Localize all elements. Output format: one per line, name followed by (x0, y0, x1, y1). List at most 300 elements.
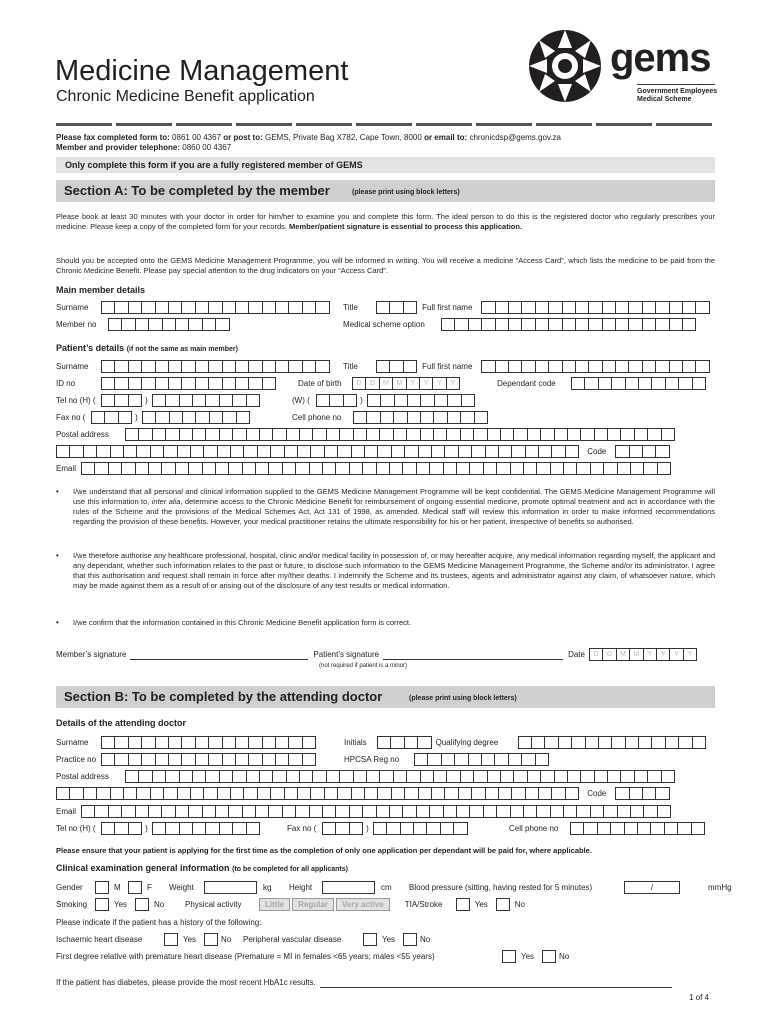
main-surname-cell[interactable] (101, 301, 115, 314)
main-first-name-cell[interactable] (695, 301, 709, 314)
doctor-postal-cell[interactable] (554, 770, 568, 783)
qualifying-degree-cell[interactable] (625, 736, 639, 749)
id-no-cell[interactable] (181, 377, 195, 390)
doctor-postal-cell[interactable] (339, 770, 353, 783)
tel-w-code-cells[interactable] (316, 394, 357, 407)
dependant-code-cells[interactable] (571, 377, 706, 390)
patient-title-cell[interactable] (376, 360, 390, 373)
doctor-email-cell[interactable] (456, 805, 470, 818)
doctor-postal-cell[interactable] (393, 770, 407, 783)
doctor-postal-cell[interactable] (444, 787, 458, 800)
ihd-yes-checkbox[interactable] (164, 933, 178, 946)
activity-little-option[interactable]: Little (259, 898, 290, 911)
email-cell[interactable] (121, 462, 135, 475)
patient-first-name-cell[interactable] (669, 360, 683, 373)
tel-w-number-cell[interactable] (407, 394, 421, 407)
doctor-postal-cell[interactable] (96, 787, 110, 800)
email-cell[interactable] (376, 462, 390, 475)
postal-address-cell[interactable] (217, 445, 231, 458)
doctor-surname-cell[interactable] (208, 736, 222, 749)
member-no-cell[interactable] (175, 318, 189, 331)
doctor-cell-cell[interactable] (610, 822, 624, 835)
doctor-email-cell[interactable] (362, 805, 376, 818)
tel-h-number-cell[interactable] (179, 394, 193, 407)
scheme-option-cell[interactable] (642, 318, 656, 331)
date-cell[interactable]: D (602, 648, 616, 661)
doctor-postal-cell[interactable] (647, 770, 661, 783)
postal-address-cell[interactable] (620, 428, 634, 441)
doctor-surname-cell[interactable] (155, 736, 169, 749)
tia-yes-checkbox[interactable] (456, 898, 470, 911)
doctor-postal-cell[interactable] (257, 787, 271, 800)
main-surname-cell[interactable] (315, 301, 329, 314)
patient-first-name-cell[interactable] (615, 360, 629, 373)
postal-address-cell[interactable] (511, 445, 525, 458)
signature-date-cells[interactable] (589, 648, 697, 661)
patient-title-cell[interactable] (389, 360, 403, 373)
qualifying-degree-cell[interactable] (585, 736, 599, 749)
email-cells[interactable] (81, 462, 671, 475)
cell-phone-cell[interactable] (407, 411, 421, 424)
postal-address-cell[interactable] (540, 428, 554, 441)
fax-number-cell[interactable] (169, 411, 183, 424)
doctor-postal-cell[interactable] (110, 787, 124, 800)
main-first-name-cell[interactable] (615, 301, 629, 314)
email-cell[interactable] (161, 462, 175, 475)
email-cell[interactable] (402, 462, 416, 475)
patient-first-name-cell[interactable] (521, 360, 535, 373)
tel-w-number-cell[interactable] (461, 394, 475, 407)
email-cell[interactable] (268, 462, 282, 475)
doctor-tel-number-cell[interactable] (246, 822, 260, 835)
postal-address-cell[interactable] (538, 445, 552, 458)
date-cell[interactable]: D (352, 377, 366, 390)
postal-address-cell[interactable] (177, 445, 191, 458)
dependant-code-cell[interactable] (638, 377, 652, 390)
qualifying-degree-cell[interactable] (544, 736, 558, 749)
dependant-code-cell[interactable] (625, 377, 639, 390)
scheme-option-cell[interactable] (508, 318, 522, 331)
doctor-postal-cell[interactable] (324, 787, 338, 800)
doctor-postal-cell[interactable] (243, 787, 257, 800)
doctor-postal-cell[interactable] (580, 770, 594, 783)
qualifying-degree-cell[interactable] (651, 736, 665, 749)
doctor-email-cell[interactable] (630, 805, 644, 818)
scheme-option-cell[interactable] (468, 318, 482, 331)
doctor-postal-cell[interactable] (351, 787, 365, 800)
patient-surname-cell[interactable] (262, 360, 276, 373)
postal-address-cell[interactable] (339, 428, 353, 441)
doctor-tel-number-cell[interactable] (165, 822, 179, 835)
postal-address-cell[interactable] (404, 445, 418, 458)
doctor-cell-cell[interactable] (677, 822, 691, 835)
id-no-cell[interactable] (235, 377, 249, 390)
doctor-fax-number-cell[interactable] (453, 822, 467, 835)
postal-address-cell[interactable] (56, 445, 70, 458)
id-no-cell[interactable] (208, 377, 222, 390)
practice-no-cells[interactable] (101, 753, 316, 766)
practice-no-cell[interactable] (208, 753, 222, 766)
date-cell[interactable]: M (392, 377, 406, 390)
patient-first-name-cell[interactable] (655, 360, 669, 373)
doctor-surname-cell[interactable] (262, 736, 276, 749)
email-cell[interactable] (94, 462, 108, 475)
doctor-postal-cell[interactable] (498, 787, 512, 800)
doctor-postal-cell[interactable] (353, 770, 367, 783)
doctor-postal-cell[interactable] (471, 787, 485, 800)
qualifying-degree-cell[interactable] (692, 736, 706, 749)
qualifying-degree-cell[interactable] (571, 736, 585, 749)
member-no-cell[interactable] (135, 318, 149, 331)
postal-address-cell[interactable] (110, 445, 124, 458)
doctor-postal-cell[interactable] (538, 787, 552, 800)
main-surname-cell[interactable] (222, 301, 236, 314)
id-no-cell[interactable] (155, 377, 169, 390)
doctor-email-cell[interactable] (510, 805, 524, 818)
doctor-postal-cell[interactable] (246, 770, 260, 783)
postal-address-cell[interactable] (487, 428, 501, 441)
scheme-option-cell[interactable] (548, 318, 562, 331)
email-cell[interactable] (255, 462, 269, 475)
doctor-surname-cell[interactable] (168, 736, 182, 749)
fax-number-cell[interactable] (209, 411, 223, 424)
practice-no-cell[interactable] (195, 753, 209, 766)
doctor-email-cell[interactable] (550, 805, 564, 818)
doctor-postal-cell[interactable] (312, 770, 326, 783)
main-title-cells[interactable] (376, 301, 417, 314)
postal-address-cell[interactable] (446, 428, 460, 441)
qualifying-degree-cell[interactable] (665, 736, 679, 749)
patient-first-name-cell[interactable] (602, 360, 616, 373)
dob-cells[interactable] (352, 377, 460, 390)
practice-no-cell[interactable] (302, 753, 316, 766)
doctor-postal-cell[interactable] (500, 770, 514, 783)
postal-address-cell[interactable] (310, 445, 324, 458)
pvd-no-checkbox[interactable] (403, 933, 417, 946)
postal-code-cell[interactable] (629, 445, 643, 458)
postal-address-cell[interactable] (594, 428, 608, 441)
doctor-postal-cell[interactable] (136, 787, 150, 800)
tel-w-number-cells[interactable] (367, 394, 475, 407)
doctor-postal-cell[interactable] (337, 787, 351, 800)
main-first-name-cell[interactable] (535, 301, 549, 314)
doctor-email-cell[interactable] (483, 805, 497, 818)
main-first-name-cell[interactable] (628, 301, 642, 314)
main-first-name-cell[interactable] (588, 301, 602, 314)
main-surname-cell[interactable] (195, 301, 209, 314)
tel-w-number-cell[interactable] (394, 394, 408, 407)
email-cell[interactable] (603, 462, 617, 475)
doctor-email-cell[interactable] (148, 805, 162, 818)
patient-title-cells[interactable] (376, 360, 417, 373)
dependant-code-cell[interactable] (571, 377, 585, 390)
doctor-email-cell[interactable] (108, 805, 122, 818)
doctor-cell-cell[interactable] (597, 822, 611, 835)
doctor-postal-cell[interactable] (232, 770, 246, 783)
postal-address-cell[interactable] (485, 445, 499, 458)
doctor-email-cell[interactable] (309, 805, 323, 818)
main-surname-cell[interactable] (275, 301, 289, 314)
doctor-postal-code-cell[interactable] (629, 787, 643, 800)
doctor-email-cell[interactable] (496, 805, 510, 818)
patient-surname-cell[interactable] (315, 360, 329, 373)
tel-h-code-cell[interactable] (114, 394, 128, 407)
patient-surname-cell[interactable] (222, 360, 236, 373)
main-title-cell[interactable] (389, 301, 403, 314)
email-cell[interactable] (362, 462, 376, 475)
postal-code-cell[interactable] (615, 445, 629, 458)
postal-address-cell[interactable] (230, 445, 244, 458)
patient-first-name-cell[interactable] (481, 360, 495, 373)
doctor-fax-code-cell[interactable] (322, 822, 336, 835)
patient-surname-cell[interactable] (248, 360, 262, 373)
postal-address-cell[interactable] (364, 445, 378, 458)
postal-address-cell[interactable] (205, 428, 219, 441)
doctor-email-cell[interactable] (643, 805, 657, 818)
postal-address-cell[interactable] (500, 428, 514, 441)
date-cell[interactable]: Y (669, 648, 683, 661)
postal-address-cell[interactable] (138, 428, 152, 441)
email-cell[interactable] (282, 462, 296, 475)
doctor-postal-cell[interactable] (364, 787, 378, 800)
doctor-fax-number-cell[interactable] (386, 822, 400, 835)
fax-code-cells[interactable] (91, 411, 132, 424)
scheme-option-cell[interactable] (495, 318, 509, 331)
cell-phone-cell[interactable] (380, 411, 394, 424)
dependant-code-cell[interactable] (665, 377, 679, 390)
email-cell[interactable] (456, 462, 470, 475)
patient-surname-cell[interactable] (155, 360, 169, 373)
email-cell[interactable] (550, 462, 564, 475)
hpcsa-cell[interactable] (535, 753, 549, 766)
email-cell[interactable] (349, 462, 363, 475)
doctor-fax-number-cell[interactable] (373, 822, 387, 835)
date-cell[interactable]: Y (432, 377, 446, 390)
doctor-postal-cell[interactable] (634, 770, 648, 783)
qualifying-degree-cell[interactable] (518, 736, 532, 749)
main-first-name-cells[interactable] (481, 301, 710, 314)
email-cell[interactable] (483, 462, 497, 475)
doctor-cell-cell[interactable] (624, 822, 638, 835)
relative-yes-checkbox[interactable] (502, 950, 516, 963)
tel-h-number-cell[interactable] (165, 394, 179, 407)
initials-cell[interactable] (390, 736, 404, 749)
dependant-code-cell[interactable] (692, 377, 706, 390)
patient-first-name-cell[interactable] (575, 360, 589, 373)
doctor-surname-cell[interactable] (195, 736, 209, 749)
doctor-tel-code-cell[interactable] (101, 822, 115, 835)
doctor-postal-cell[interactable] (259, 770, 273, 783)
postal-address-cell[interactable] (460, 428, 474, 441)
patient-first-name-cell[interactable] (695, 360, 709, 373)
date-cell[interactable]: D (365, 377, 379, 390)
doctor-postal-cell[interactable] (203, 787, 217, 800)
doctor-tel-number-cell[interactable] (219, 822, 233, 835)
practice-no-cell[interactable] (262, 753, 276, 766)
scheme-option-cell[interactable] (535, 318, 549, 331)
hpcsa-cell[interactable] (427, 753, 441, 766)
doctor-postal-cell[interactable] (217, 787, 231, 800)
date-cell[interactable]: M (616, 648, 630, 661)
doctor-surname-cell[interactable] (302, 736, 316, 749)
practice-no-cell[interactable] (235, 753, 249, 766)
tel-w-code-cell[interactable] (329, 394, 343, 407)
doctor-email-cell[interactable] (161, 805, 175, 818)
hpcsa-cell[interactable] (454, 753, 468, 766)
doctor-email-cell[interactable] (295, 805, 309, 818)
fax-number-cell[interactable] (182, 411, 196, 424)
doctor-tel-number-cells[interactable] (152, 822, 260, 835)
main-first-name-cell[interactable] (562, 301, 576, 314)
doctor-email-cell[interactable] (376, 805, 390, 818)
qualifying-degree-cell[interactable] (611, 736, 625, 749)
postal-address-cell[interactable] (661, 428, 675, 441)
postal-address-cell[interactable] (391, 445, 405, 458)
date-cell[interactable]: M (379, 377, 393, 390)
postal-address-cell[interactable] (406, 428, 420, 441)
doctor-fax-code-cells[interactable] (322, 822, 363, 835)
main-surname-cell[interactable] (155, 301, 169, 314)
postal-code-cell[interactable] (655, 445, 669, 458)
doctor-postal-cell[interactable] (150, 787, 164, 800)
postal-address-cell[interactable] (243, 445, 257, 458)
patient-surname-cells[interactable] (101, 360, 330, 373)
doctor-tel-code-cell[interactable] (128, 822, 142, 835)
patient-surname-cell[interactable] (114, 360, 128, 373)
postal-address-cell[interactable] (647, 428, 661, 441)
doctor-postal-cell[interactable] (83, 787, 97, 800)
date-cell[interactable]: Y (419, 377, 433, 390)
scheme-option-cell[interactable] (602, 318, 616, 331)
doctor-postal-cell[interactable] (565, 787, 579, 800)
patient-first-name-cell[interactable] (535, 360, 549, 373)
main-first-name-cell[interactable] (575, 301, 589, 314)
doctor-postal-cell[interactable] (56, 787, 70, 800)
qualifying-degree-cell[interactable] (598, 736, 612, 749)
patient-first-name-cell[interactable] (628, 360, 642, 373)
doctor-postal-cell[interactable] (620, 770, 634, 783)
practice-no-cell[interactable] (155, 753, 169, 766)
postal-address-cell[interactable] (554, 428, 568, 441)
doctor-cell-cell[interactable] (570, 822, 584, 835)
postal-address-cell[interactable] (272, 428, 286, 441)
main-first-name-cell[interactable] (642, 301, 656, 314)
dependant-code-cell[interactable] (598, 377, 612, 390)
date-cell[interactable]: Y (406, 377, 420, 390)
email-cell[interactable] (416, 462, 430, 475)
doctor-postal-cell[interactable] (163, 787, 177, 800)
doctor-email-cell[interactable] (242, 805, 256, 818)
postal-address-cell[interactable] (444, 445, 458, 458)
main-first-name-cell[interactable] (495, 301, 509, 314)
cell-phone-cell[interactable] (420, 411, 434, 424)
patient-surname-cell[interactable] (181, 360, 195, 373)
scheme-option-cell[interactable] (562, 318, 576, 331)
doctor-cell-cell[interactable] (650, 822, 664, 835)
doctor-postal-cell[interactable] (286, 770, 300, 783)
doctor-postal-cell[interactable] (123, 787, 137, 800)
member-no-cell[interactable] (162, 318, 176, 331)
hpcsa-cells[interactable] (414, 753, 549, 766)
id-no-cell[interactable] (195, 377, 209, 390)
doctor-email-cell[interactable] (576, 805, 590, 818)
postal-address-cell[interactable] (458, 445, 472, 458)
doctor-postal-cell[interactable] (152, 770, 166, 783)
id-no-cell[interactable] (114, 377, 128, 390)
main-title-cell[interactable] (376, 301, 390, 314)
doctor-email-cell[interactable] (590, 805, 604, 818)
qualifying-degree-cell[interactable] (531, 736, 545, 749)
doctor-fax-code-cell[interactable] (349, 822, 363, 835)
doctor-email-cell[interactable] (215, 805, 229, 818)
practice-no-cell[interactable] (181, 753, 195, 766)
doctor-postal-cell[interactable] (433, 770, 447, 783)
postal-address-cell[interactable] (165, 428, 179, 441)
doctor-email-cell[interactable] (322, 805, 336, 818)
doctor-email-cell[interactable] (282, 805, 296, 818)
postal-address-cell[interactable] (179, 428, 193, 441)
main-first-name-cell[interactable] (548, 301, 562, 314)
postal-address-cell[interactable] (125, 428, 139, 441)
patient-first-name-cell[interactable] (508, 360, 522, 373)
activity-very-active-option[interactable]: Very active (336, 898, 390, 911)
main-first-name-cell[interactable] (669, 301, 683, 314)
postal-address-cell[interactable] (420, 428, 434, 441)
patient-first-name-cell[interactable] (495, 360, 509, 373)
doctor-fax-number-cell[interactable] (400, 822, 414, 835)
postal-address-cell[interactable] (152, 428, 166, 441)
doctor-email-cell[interactable] (429, 805, 443, 818)
postal-code-cells[interactable] (615, 445, 670, 458)
hpcsa-cell[interactable] (414, 753, 428, 766)
fax-code-cell[interactable] (118, 411, 132, 424)
fax-number-cell[interactable] (142, 411, 156, 424)
postal-address-cell[interactable] (259, 428, 273, 441)
postal-address-cell[interactable] (326, 428, 340, 441)
scheme-option-cell[interactable] (441, 318, 455, 331)
cell-phone-cell[interactable] (366, 411, 380, 424)
scheme-option-cell[interactable] (628, 318, 642, 331)
doctor-postal-cell[interactable] (540, 770, 554, 783)
postal-address-cell[interactable] (192, 428, 206, 441)
scheme-option-cells[interactable] (441, 318, 696, 331)
member-signature-line[interactable] (130, 649, 308, 660)
postal-address-cell[interactable] (366, 428, 380, 441)
doctor-surname-cell[interactable] (128, 736, 142, 749)
cell-phone-cell[interactable] (433, 411, 447, 424)
doctor-postal-cell[interactable] (205, 770, 219, 783)
doctor-email-cell[interactable] (335, 805, 349, 818)
patient-first-name-cell[interactable] (682, 360, 696, 373)
initials-cells[interactable] (377, 736, 432, 749)
doctor-email-cell[interactable] (603, 805, 617, 818)
doctor-postal-cell[interactable] (404, 787, 418, 800)
doctor-postal-cell[interactable] (179, 770, 193, 783)
id-no-cell[interactable] (128, 377, 142, 390)
practice-no-cell[interactable] (128, 753, 142, 766)
relative-no-checkbox[interactable] (542, 950, 556, 963)
doctor-email-cell[interactable] (228, 805, 242, 818)
doctor-email-cell[interactable] (443, 805, 457, 818)
postal-address-cell[interactable] (580, 428, 594, 441)
scheme-option-cell[interactable] (575, 318, 589, 331)
doctor-postal-cell[interactable] (284, 787, 298, 800)
cell-phone-cell[interactable] (447, 411, 461, 424)
doctor-cell-cell[interactable] (664, 822, 678, 835)
patient-first-name-cell[interactable] (562, 360, 576, 373)
postal-address-cell[interactable] (433, 428, 447, 441)
postal-address-cell[interactable] (299, 428, 313, 441)
